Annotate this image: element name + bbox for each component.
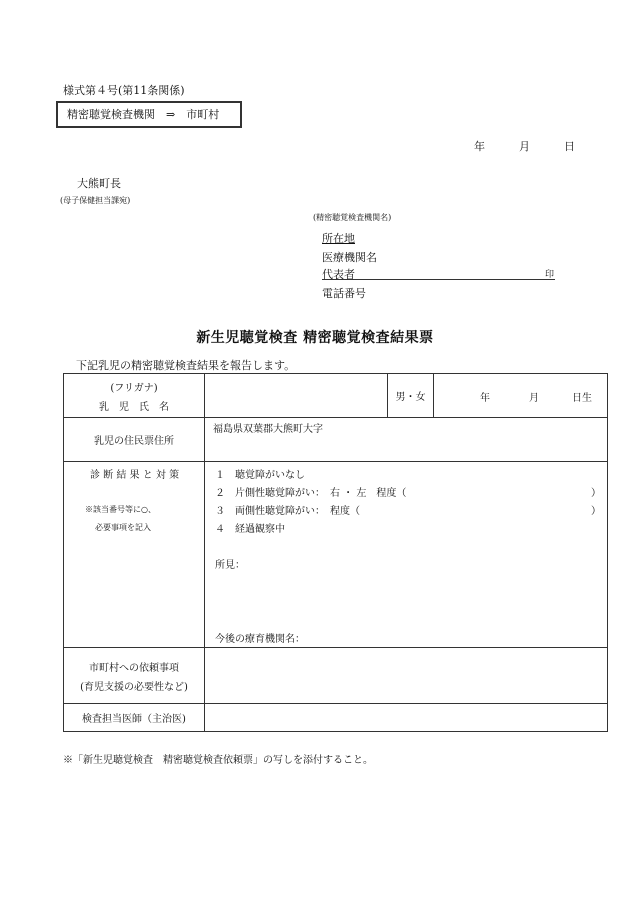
form-number: 様式第４号(第11条関係): [63, 84, 185, 97]
address-value: 福島県双葉郡大熊町大字: [213, 424, 323, 435]
result-option-3[interactable]: ３ 両側性聴覚障がい： 程度（: [215, 506, 360, 517]
institution-name: 医療機関名: [322, 251, 377, 264]
institution-address: 所在地: [322, 232, 355, 245]
future-facility-label: 今後の療育機関名：: [215, 634, 305, 645]
result-field[interactable]: [205, 462, 608, 648]
child-name-label: 乳 児 氏 名: [99, 401, 169, 413]
child-name-label-cell: [64, 374, 205, 418]
birth-day-label: 日生: [572, 392, 592, 404]
result-option-1[interactable]: １ 聴覚障がいなし: [215, 470, 305, 481]
doctor-field[interactable]: [205, 704, 608, 732]
result-label-cell: [64, 462, 205, 648]
intro-text: 下記乳児の精密聴覚検査結果を報告します。: [76, 359, 296, 372]
footnote: ※「新生児聴覚検査 精密聴覚検査依頼票」の写しを添付すること。: [63, 755, 373, 766]
addressee: 大熊町長: [77, 177, 121, 190]
doctor-label: 検査担当医師（主治医): [64, 704, 205, 732]
result-note-1: ※該当番号等に○、: [85, 505, 156, 514]
child-name-field[interactable]: [205, 374, 388, 418]
result-label: 診 断 結 果 と 対 策: [90, 470, 180, 481]
result-note-2: 必要事項を記入: [95, 523, 151, 532]
furigana-label: (フリガナ): [110, 382, 158, 394]
request-label-2: (育児支援の必要性など): [80, 681, 188, 693]
institution-phone: 電話番号: [322, 287, 366, 300]
request-field[interactable]: [205, 648, 608, 704]
findings-label: 所見：: [215, 560, 245, 571]
date-month: 月: [519, 140, 530, 153]
date-year: 年: [474, 140, 485, 153]
birth-month-label: 月: [529, 392, 539, 404]
request-label-1: 市町村への依頼事項: [89, 662, 179, 674]
seal-mark: 印: [545, 270, 555, 280]
addressee-dept: (母子保健担当課宛): [60, 196, 131, 205]
sex-field[interactable]: 男・女: [388, 374, 434, 418]
request-label-cell: [64, 648, 205, 704]
institution-heading: (精密聴覚検査機関名): [313, 213, 392, 222]
representative-signature-line: [322, 279, 555, 280]
date-day: 日: [564, 140, 575, 153]
result-option-3-close: ）: [591, 506, 601, 517]
birth-year-label: 年: [480, 392, 490, 404]
page-title: 新生児聴覚検査 精密聴覚検査結果票: [196, 330, 434, 346]
institution-representative: 代表者: [322, 268, 355, 281]
result-form-table: [63, 373, 608, 732]
route-box: 精密聴覚検査機関 ⇒ 市町村: [56, 101, 242, 128]
address-label: 乳児の住民票住所: [64, 418, 205, 462]
result-option-4[interactable]: ４ 経過観察中: [215, 524, 285, 535]
result-option-2-close: ）: [591, 488, 601, 499]
result-option-2[interactable]: ２ 片側性聴覚障がい： 右 ・ 左 程度（: [215, 488, 407, 499]
birth-date-field[interactable]: [434, 374, 608, 418]
address-field[interactable]: [205, 418, 608, 462]
